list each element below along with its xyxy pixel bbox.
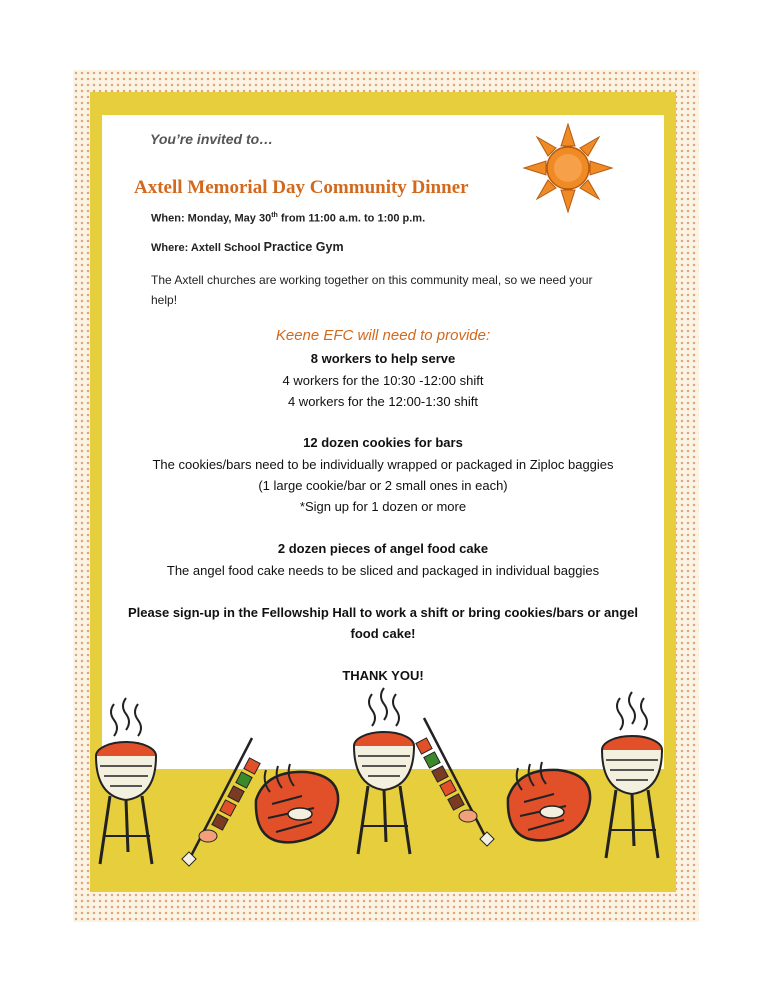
kebab-icon bbox=[416, 718, 494, 846]
when-time: from 11:00 a.m. to 1:00 p.m. bbox=[277, 212, 426, 225]
steak-icon bbox=[508, 762, 590, 840]
when-ordinal: th bbox=[271, 212, 278, 219]
cookies-line-1: The cookies/bars need to be individually wrapped or packaged in Ziploc baggies bbox=[152, 457, 614, 472]
workers-shift-1: 4 workers for the 10:30 -12:00 shift bbox=[282, 373, 484, 388]
grill-icon bbox=[602, 692, 662, 858]
where-school: Where: Axtell School bbox=[151, 242, 264, 254]
workers-shift-2: 4 workers for the 12:00-1:30 shift bbox=[287, 394, 479, 409]
where-room: Practice Gym bbox=[263, 240, 344, 254]
grill-icon bbox=[354, 688, 414, 854]
when-date: When: Monday, May 30 bbox=[151, 212, 272, 225]
cookies-line-3: *Sign up for 1 dozen or more bbox=[299, 499, 467, 514]
cookies-line-2: (1 large cookie/bar or 2 small ones in each) bbox=[258, 478, 508, 493]
cookies-title: 12 dozen cookies for bars bbox=[303, 435, 463, 450]
event-title: Axtell Memorial Day Community Dinner bbox=[134, 177, 469, 198]
thank-you: THANK YOU! bbox=[342, 668, 424, 683]
steak-icon bbox=[256, 764, 338, 842]
signup-line-1: Please sign-up in the Fellowship Hall to work a shift or bring cookies/bars or angel bbox=[128, 605, 638, 620]
cake-title: 2 dozen pieces of angel food cake bbox=[277, 541, 489, 556]
invitation-line: You’re invited to… bbox=[150, 131, 274, 147]
workers-title: 8 workers to help serve bbox=[310, 351, 456, 366]
grill-icon bbox=[96, 698, 156, 864]
sun-icon bbox=[524, 124, 612, 212]
needs-heading: Keene EFC will need to provide: bbox=[275, 327, 491, 344]
description-paragraph: The Axtell churches are working together on this community meal, so we need your help! bbox=[151, 273, 593, 307]
cake-line-1: The angel food cake needs to be sliced and packaged in individual baggies bbox=[166, 563, 600, 578]
signup-line-2: food cake! bbox=[350, 626, 416, 641]
kebab-icon bbox=[182, 738, 260, 866]
